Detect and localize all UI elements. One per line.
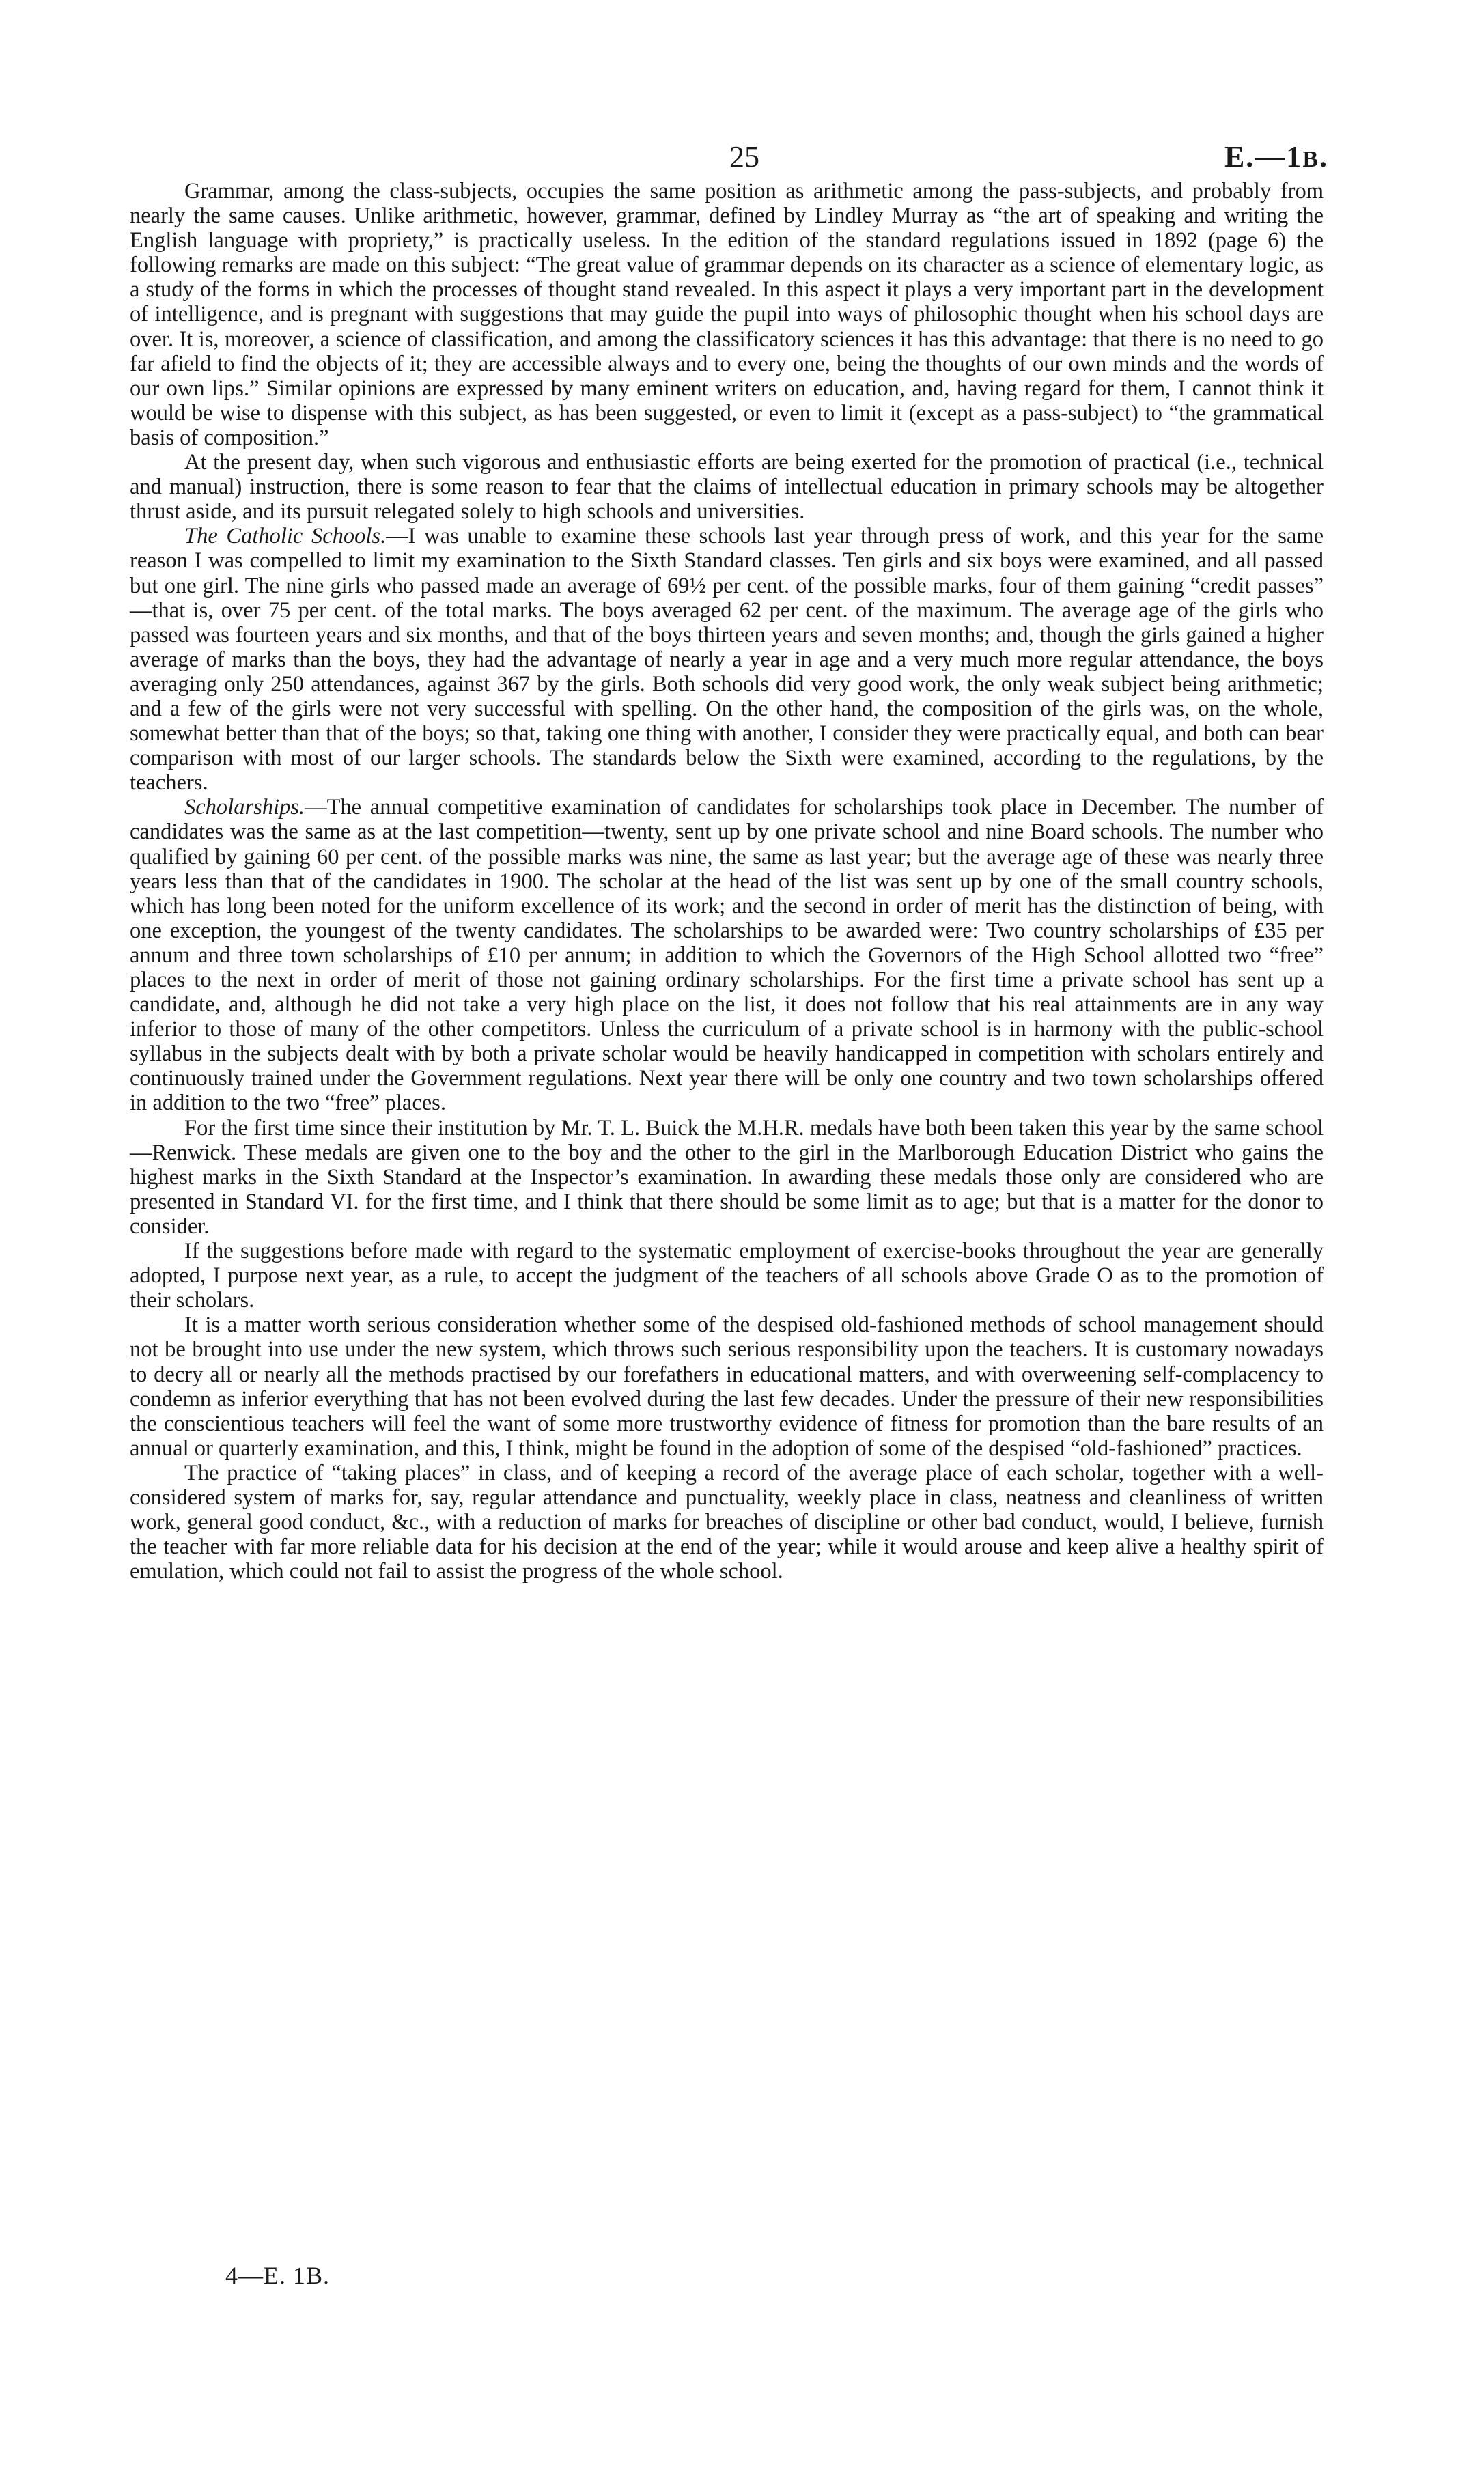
paragraph-exercise-books	[130, 1239, 1324, 1313]
paragraph-old-fashioned-methods	[130, 1313, 1324, 1461]
reference-suffix: B	[1302, 147, 1319, 172]
paragraph-text: —The annual competitive examination of candidates for scholarships took place in December. The number of candidates was the same as at the last competition—twenty, sent up by one private school and nine Board schools. The number who qualified by gaining 60 per cent. of the possible marks was nine, the same as last year; but the average age of these was nearly three years less than that of the candidates in 1900. The scholar at the head of the list was sent up by one of the small country schools, which has long been noted for the uniform excellence of its work; and the second in order of merit has the distinction of being, with one exception, the youngest of the twenty candidates. The scholarships to be awarded were: Two country scholarships of £35 per annum and three town scholarships of £10 per annum; in addition to which the Governors of the High School allotted two “free” places to the next in order of merit of those not gaining ordinary scholarships. For the first time a private school has sent up a candidate, and, although he did not take a very high place on the list, it does not follow that his real attainments are in any way inferior to those of many of the other competitors. Unless the curriculum of a private school is in harmony with the public-school syllabus in the subjects dealt with by both a private scholar would be heavily handicapped in competition with scholars entirely and continuously trained under the Government regulations. Next year there will be only one country and two town scholarships offered in addition to the two “free” places.	[130, 795, 1324, 1116]
paragraph-grammar	[130, 179, 1324, 450]
paragraph-text: Grammar, among the class-subjects, occupies the same position as arithmetic among the pass-subjects, and probably from nearly the same causes. Unlike arithmetic, however, grammar, defined by Lindley Murray as “the art of speaking and writing the English language with propriety,” is practically useless. In the edition of the standard regulations issued in 1892 (page 6) the following remarks are made on this subject: “The great value of grammar depends on its character as a science of elementary logic, as a study of the forms in which the processes of thought stand revealed. In this aspect it plays a very important part in the development of intelligence, and is pregnant with suggestions that may guide the pupil into ways of philosophic thought when his school days are over. It is, moreover, a science of classification, and among the classificatory sciences it has this advantage: that there is no need to go far afield to find the objects of it; they are accessible always and to every one, being the thoughts of our own minds and the words of our own lips.” Similar opinions are expressed by many eminent writers on education, and, having regard for them, I cannot think it would be wise to dispense with this subject, as has been suggested, or even to limit it (except as a pass-subject) to “the grammatical basis of composition.”	[130, 179, 1324, 450]
paragraph-text: For the first time since their institution by Mr. T. L. Buick the M.H.R. medals have both been taken this year by the same school—Renwick. These medals are given one to the boy and the other to the girl in the Marlborough Education District who gains the highest marks in the Sixth Standard at the Inspector’s examination. In awarding these medals those only are considered who are presented in Standard VI. for the first time, and I think that there should be some limit as to age; but that is a matter for the donor to consider.	[130, 1115, 1324, 1239]
section-heading-catholic-schools: The Catholic Schools.	[184, 524, 387, 549]
paragraph-text: It is a matter worth serious consideration whether some of the despised old-fashioned methods of school management should not be brought into use under the new system, which throws such serious responsibility upon the teachers. It is customary nowadays to decry all or nearly all the methods practised by our forefathers in educational matters, and with overweening self-complacency to condemn as inferior everything that has not been evolved during the last few decades. Under the pressure of their new responsibilities the conscientious teachers will feel the want of some more trustworthy evidence of fitness for promotion than the bare results of an annual or quarterly examination, and this, I think, might be found in the adoption of some of the despised “old-fashioned” practices.	[130, 1313, 1324, 1461]
page-number: 25	[729, 140, 759, 173]
paragraph-text: At the present day, when such vigorous and enthusiastic efforts are being exerted for the promotion of practical (i.e., technical and manual) instruction, there is some reason to fear that the claims of intellectual education in primary schools may be altogether thrust aside, and its pursuit relegated solely to high schools and universities.	[130, 450, 1324, 524]
reference-main: E.—1	[1224, 140, 1303, 173]
paragraph-text: If the suggestions before made with regard to the systematic employment of exercise-books throughout the year are generally adopted, I purpose next year, as a rule, to accept the judgment of the teachers of all schools above Grade O as to the promotion of their scholars.	[130, 1239, 1324, 1313]
paragraph-scholarships	[130, 795, 1324, 1115]
body-text	[130, 179, 1324, 1584]
paragraph-practical-instruction	[130, 450, 1324, 524]
paragraph-taking-places	[130, 1461, 1324, 1584]
section-heading-scholarships: Scholarships.	[184, 795, 305, 820]
paragraph-medals	[130, 1116, 1324, 1239]
paragraph-text: —I was unable to examine these schools last year through press of work, and this year for the same reason I was compelled to limit my examination to the Sixth Standard classes. Ten girls and six boys were examined, and all passed but one girl. The nine girls who passed made an average of 69½ per cent. of the possible marks, four of them gaining “credit passes” —that is, over 75 per cent. of the total marks. The boys averaged 62 per cent. of the maximum. The average age of the girls who passed was fourteen years and six months, and that of the boys thirteen years and seven months; and, though the girls gained a higher average of marks than the boys, they had the advantage of nearly a year in age and a very much more regular attendance, the boys averaging only 250 attendances, against 367 by the girls. Both schools did very good work, the only weak subject being arithmetic; and a few of the girls were not very successful with spelling. On the other hand, the composition of the girls was, on the whole, somewhat better than that of the boys; so that, taking one thing with another, I consider they were practically equal, and both can bear comparison with most of our larger schools. The standards below the Sixth were examined, according to the regulations, by the teachers.	[130, 524, 1324, 796]
paragraph-text: The practice of “taking places” in class, and of keeping a record of the average place of each scholar, together with a well-considered system of marks for, say, regular attendance and punctuality, weekly place in class, neatness and cleanliness of written work, general good conduct, &c., with a reduction of marks for breaches of discipline or other bad conduct, would, I believe, furnish the teacher with far more reliable data for his decision at the end of the year; while it would arouse and keep alive a healthy spirit of emulation, which could not fail to assist the progress of the whole school.	[130, 1460, 1324, 1584]
document-reference	[1224, 140, 1328, 177]
reference-end: .	[1319, 140, 1328, 173]
paragraph-catholic-schools	[130, 524, 1324, 795]
signature-mark: 4—E. 1B.	[225, 2262, 331, 2289]
